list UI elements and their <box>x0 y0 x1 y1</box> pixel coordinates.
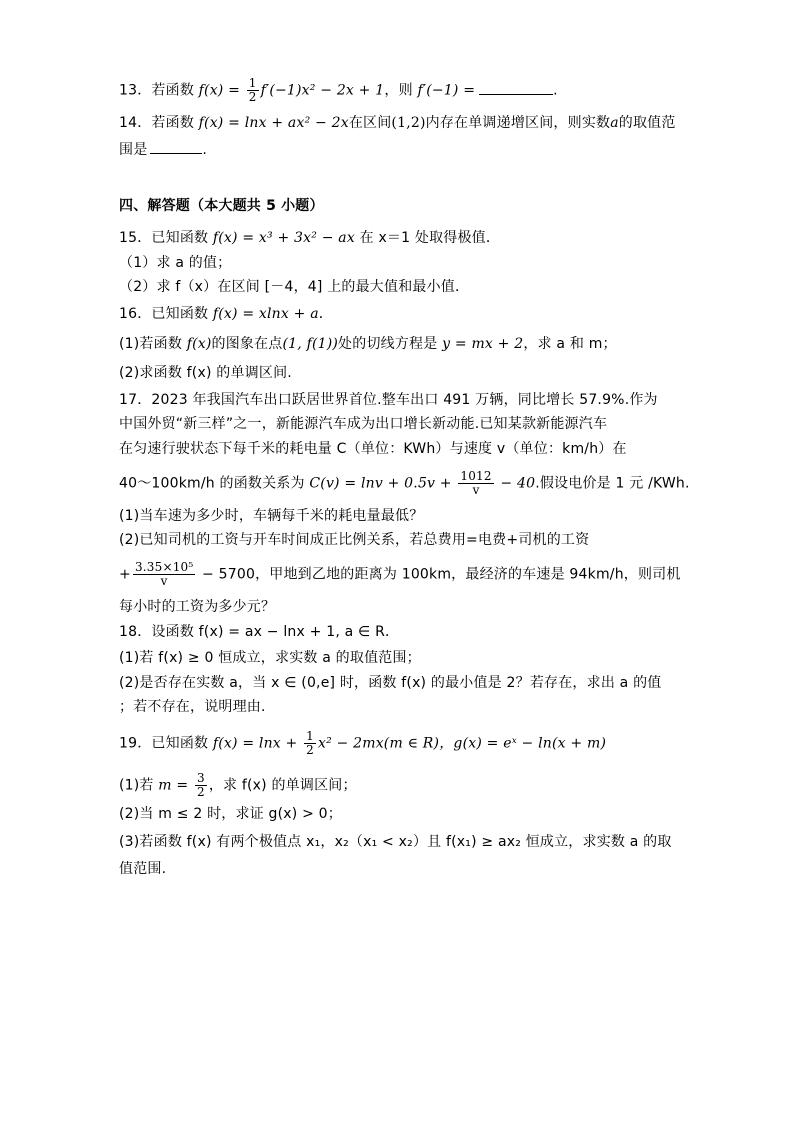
q19-frac-num: 1 <box>306 729 314 743</box>
q15-prefix: 15．已知函数 <box>119 230 213 246</box>
q15-rest: 在 x＝1 处取得极值． <box>354 230 501 246</box>
question-17-part2-line2: + $\frac{\text{3.35×10⁵}}{v}$ − 5700，甲地到乙地的距离为 100km，最经济的车速是 94km/h，则司机 <box>119 560 681 588</box>
q19-part1-frac-den: 2 <box>197 785 205 799</box>
question-17-line1: 17．2023 年我国汽车出口跃居世界首位.整车出口 491 万辆，同比增长 57.9%.作为 <box>119 392 658 408</box>
question-14-line1 <box>119 113 676 133</box>
q13-fraction <box>247 77 259 104</box>
q19-part1-m: m = <box>158 777 193 794</box>
section-4-title: 四、解答题（本大题共 5 小题） <box>119 198 324 214</box>
q19-f-rest: x² − 2mx(m ∈ R) <box>317 735 440 752</box>
q17-part2-line2-rest: − 5700，甲地到乙地的距离为 100km，最经济的车速是 94km/h，则司机 <box>197 566 681 583</box>
question-15-part1: （1）求 a 的值； <box>119 255 232 271</box>
q13-ask: f′(−1) = <box>417 82 476 99</box>
q16-part1-f: f(x) <box>186 336 212 352</box>
q17-part2-frac-num: 3.35×10⁵ <box>134 560 194 574</box>
q13-formula: f(x) = <box>198 82 245 99</box>
q17-line4-frac-den: v <box>472 483 480 497</box>
q16-part1-end: ，求 a 和 m； <box>523 336 617 352</box>
q14-mid: 在区间 <box>348 115 392 131</box>
q14-answer-blank <box>150 141 202 154</box>
q13-mid: ，则 <box>384 82 418 99</box>
q17-line4-end: .假设电价是 1 元 /KWh. <box>535 475 690 492</box>
q16-prefix: 16．已知函数 <box>119 306 213 322</box>
q15-formula: f(x) = x³ + 3x² − ax <box>212 230 355 246</box>
question-16-part1 <box>119 334 617 354</box>
question-19-part3-line1: (3)若函数 f(x) 有两个极值点 x₁，x₂（x₁ < x₂）且 f(x₁) ≥ ax₂ 恒成立，求实数 a 的取 <box>119 834 672 850</box>
q13-answer-blank <box>479 82 553 95</box>
q17-part2-fraction <box>133 561 195 588</box>
q19-part1-fraction <box>195 772 207 799</box>
question-18-line1: 18．设函数 f(x) = ax − lnx + 1, a ∈ R． <box>119 624 400 640</box>
question-16-part2: (2)求函数 f(x) 的单调区间. <box>119 365 292 381</box>
q17-line4-frac-num: 1012 <box>460 469 492 483</box>
question-17-part2-line3: 每小时的工资为多少元？ <box>119 599 276 615</box>
q16-part1-mid2: 处的切线方程是 <box>338 336 443 352</box>
q14-line2: 围是 <box>119 142 148 158</box>
question-14-line2 <box>119 140 207 160</box>
q16-end: ． <box>318 306 333 322</box>
q14-line2-end: . <box>202 142 208 158</box>
question-15-line1 <box>119 228 500 248</box>
q19-part1-frac-num: 3 <box>197 771 205 785</box>
question-19-part1 <box>119 772 357 799</box>
q19-part1-prefix: (1)若 <box>119 777 159 794</box>
q19-f: f(x) = lnx + <box>212 735 303 752</box>
q17-part2-frac-den: v <box>160 574 168 588</box>
question-17-part2-line1: (2)已知司机的工资与开车时间成正比例关系，若总费用=电费+司机的工资 <box>119 532 590 548</box>
q16-part1-eq: y = mx + 2 <box>442 336 524 352</box>
question-18-part1: (1)若 f(x) ≥ 0 恒成立，求实数 a 的取值范围； <box>119 650 421 666</box>
question-18-part2-line1: (2)是否存在实数 a，当 x ∈ (0,e] 时，函数 f(x) 的最小值是 2？若存在，求出 a 的值 <box>119 675 662 691</box>
q13-prefix: 13．若函数 <box>119 82 199 99</box>
question-15-part2: （2）求 f（x）在区间 [－4，4] 上的最大值和最小值． <box>119 279 470 295</box>
question-17-line2: 中国外贸“新三样”之一，新能源汽车成为出口增长新动能.已知某款新能源汽车 <box>119 416 608 432</box>
question-19-part3-line2: 值范围. <box>119 861 167 877</box>
question-17-part1: (1)当车速为多少时，车辆每千米的耗电量最低？ <box>119 508 424 524</box>
q17-line4-formula: C(v) = lnv + 0.5v + <box>309 475 457 492</box>
q17-line4-rest: − 40 <box>495 475 536 492</box>
q14-rest: 内存在单调递增区间，则实数 <box>425 115 611 131</box>
q13-formula-rest: f′(−1)x² − 2x + 1 <box>260 82 385 99</box>
q13-end: . <box>553 82 558 99</box>
q16-formula: f(x) = xlnx + a <box>212 306 319 322</box>
question-18-part2-line2: ；若不存在，说明理由. <box>119 699 266 715</box>
question-19-part2: (2)当 m ≤ 2 时，求证 g(x) > 0； <box>119 806 342 822</box>
q14-line1-end: 的取值范 <box>618 115 676 131</box>
q14-formula: f(x) = lnx + ax² − 2x <box>198 115 349 131</box>
q14-prefix: 14．若函数 <box>119 115 199 131</box>
question-13 <box>119 77 558 104</box>
question-17-line4 <box>119 470 690 497</box>
q19-frac-den: 2 <box>306 743 314 757</box>
q17-line4-fraction <box>458 470 493 497</box>
q14-interval: (1,2) <box>391 115 426 131</box>
q16-part1-prefix: (1)若函数 <box>119 336 187 352</box>
question-16-line1 <box>119 304 333 324</box>
q19-fraction <box>304 730 316 757</box>
q14-var: a <box>610 115 619 131</box>
q17-line4-prefix: 40～100km/h 的函数关系为 <box>119 475 310 492</box>
q13-frac-den: 2 <box>248 90 257 104</box>
question-17-line3: 在匀速行驶状态下每千米的耗电量 C（单位：KWh）与速度 v（单位：km/h）在 <box>119 441 627 457</box>
q19-part1-rest: ，求 f(x) 的单调区间； <box>208 777 357 794</box>
q16-part1-mid: 的图象在点 <box>211 336 283 352</box>
q13-frac-num: 1 <box>248 76 257 90</box>
q19-prefix: 19．已知函数 <box>119 735 213 752</box>
question-19-line1 <box>119 730 606 757</box>
q19-g: ，g(x) = eˣ − ln(x + m) <box>439 735 607 752</box>
q16-part1-point: (1, f(1)) <box>282 336 339 352</box>
